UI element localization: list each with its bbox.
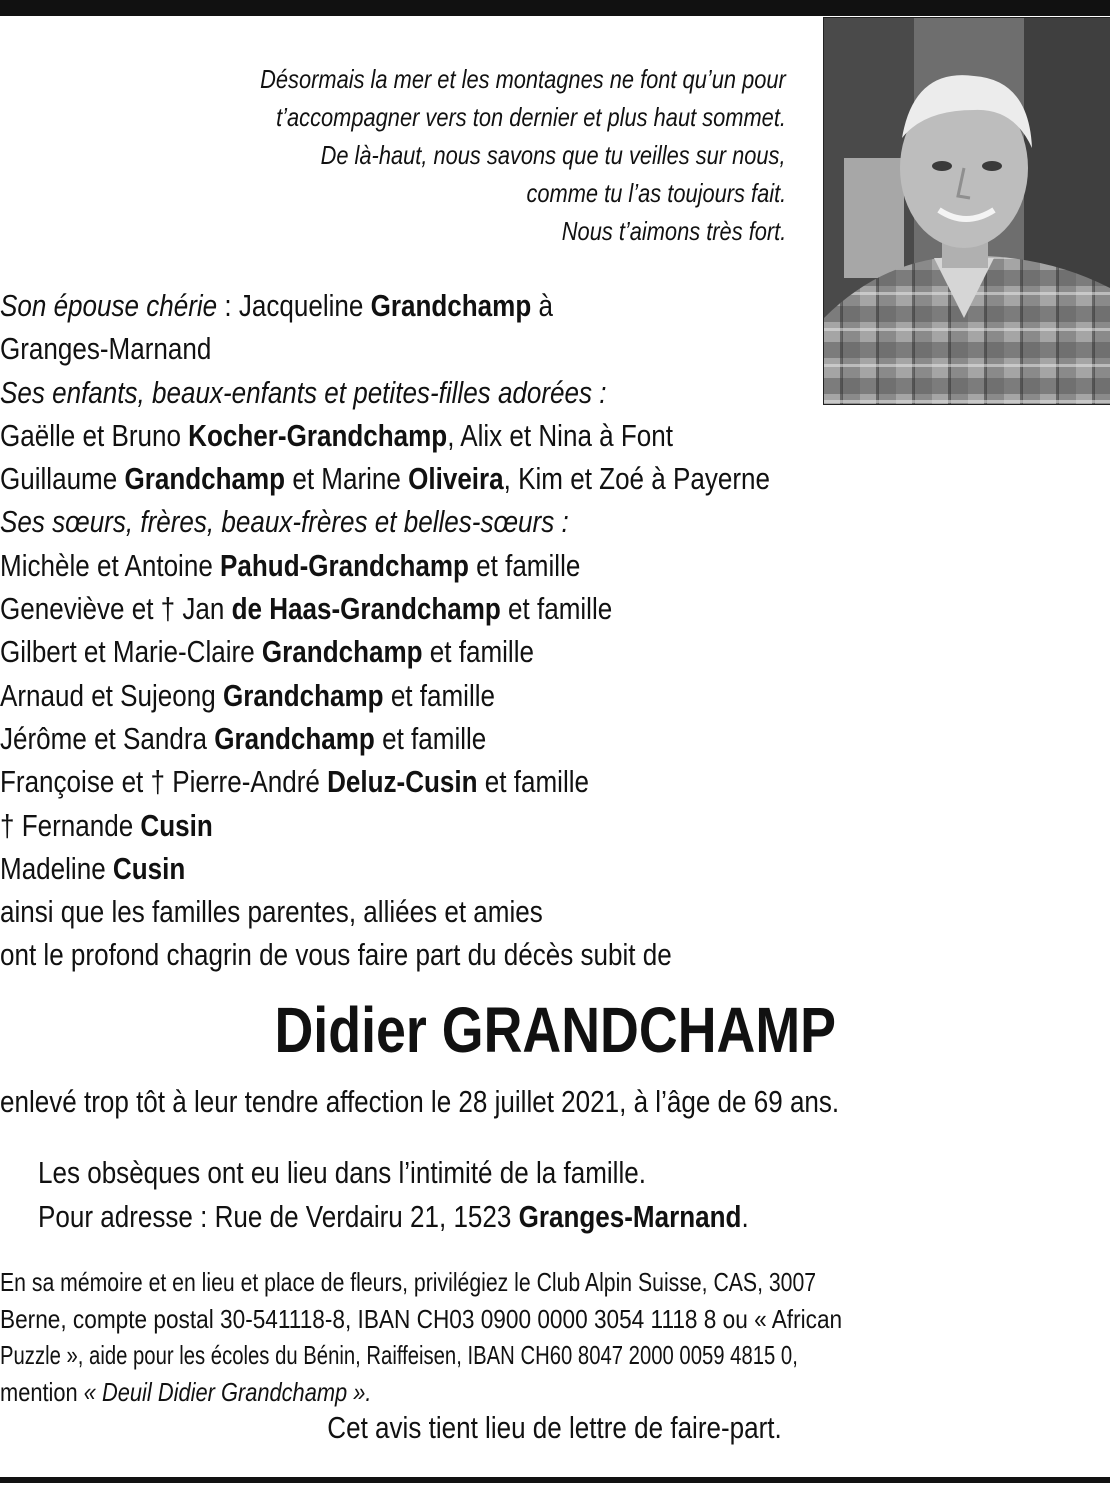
child-line: Gaëlle et Bruno Kocher-Grandchamp, Alix et Nina à Font xyxy=(0,417,673,453)
memorial-line: mention « Deuil Didier Grandchamp ». xyxy=(0,1376,372,1407)
spouse-line: Son épouse chérie : Jacqueline Grandchamp à xyxy=(0,288,553,323)
death-line: enlevé trop tôt à leur tendre affection le 28 juillet 2021, à l’âge de 69 ans. xyxy=(0,1084,840,1119)
child-line: Guillaume Grandchamp et Marine Oliveira, Kim et Zoé à Payerne xyxy=(0,461,770,497)
family-list xyxy=(0,284,1110,977)
poem-line: Nous t’aimons très fort. xyxy=(561,216,786,246)
top-rule xyxy=(0,0,1110,16)
deceased-name: Didier GRANDCHAMP xyxy=(274,994,836,1066)
sibling-line: † Fernande Cusin xyxy=(0,807,213,843)
poem-line: t’accompagner vers ton dernier et plus haut sommet. xyxy=(276,102,786,132)
funeral-info xyxy=(38,1151,884,1239)
sibling-line: Jérôme et Sandra Grandchamp et famille xyxy=(0,720,487,756)
closing-note: Cet avis tient lieu de lettre de faire-part. xyxy=(327,1410,783,1445)
sibling-line: Michèle et Antoine Pahud-Grandchamp et famille xyxy=(0,547,581,583)
memorial-paragraph xyxy=(0,1264,1110,1410)
spouse-town-line: Granges-Marnand xyxy=(0,331,212,367)
sibling-line: Madeline Cusin xyxy=(0,850,186,886)
address-line: Pour adresse : Rue de Verdairu 21, 1523 Granges-Marnand. xyxy=(38,1199,749,1234)
memorial-line: En sa mémoire et en lieu et place de fleurs, privilégiez le Club Alpin Suisse, CAS, 3007 xyxy=(0,1267,817,1297)
sibling-line: Geneviève et † Jan de Haas-Grandchamp et famille xyxy=(0,591,613,627)
sibling-line: Arnaud et Sujeong Grandchamp et famille xyxy=(0,677,496,713)
poem-line: Désormais la mer et les montagnes ne font qu’un pour xyxy=(260,64,786,94)
children-intro-line: Ses enfants, beaux-enfants et petites-filles adorées : xyxy=(0,374,607,410)
poem xyxy=(60,60,786,250)
closing-relatives-line: ainsi que les familles parentes, alliées et amies xyxy=(0,894,543,930)
sibling-line: Gilbert et Marie-Claire Grandchamp et famille xyxy=(0,634,534,670)
sibling-line: Françoise et † Pierre-André Deluz-Cusin et famille xyxy=(0,764,590,800)
bottom-rule xyxy=(0,1477,1110,1483)
memorial-line: Berne, compte postal 30-541118-8, IBAN CH03 0900 0000 3054 1118 8 ou « African xyxy=(0,1303,843,1334)
announcement-line: ont le profond chagrin de vous faire part du décès subit de xyxy=(0,937,672,973)
funeral-line: Les obsèques ont eu lieu dans l’intimité de la famille. xyxy=(38,1155,646,1190)
poem-line: comme tu l’as toujours fait. xyxy=(526,178,786,208)
siblings-intro-line: Ses sœurs, frères, beaux-frères et belles-sœurs : xyxy=(0,504,569,540)
memorial-line: Puzzle », aide pour les écoles du Bénin, Raiffeisen, IBAN CH60 8047 2000 0059 4815 0, xyxy=(0,1340,798,1370)
poem-line: De là-haut, nous savons que tu veilles sur nous, xyxy=(321,140,786,170)
